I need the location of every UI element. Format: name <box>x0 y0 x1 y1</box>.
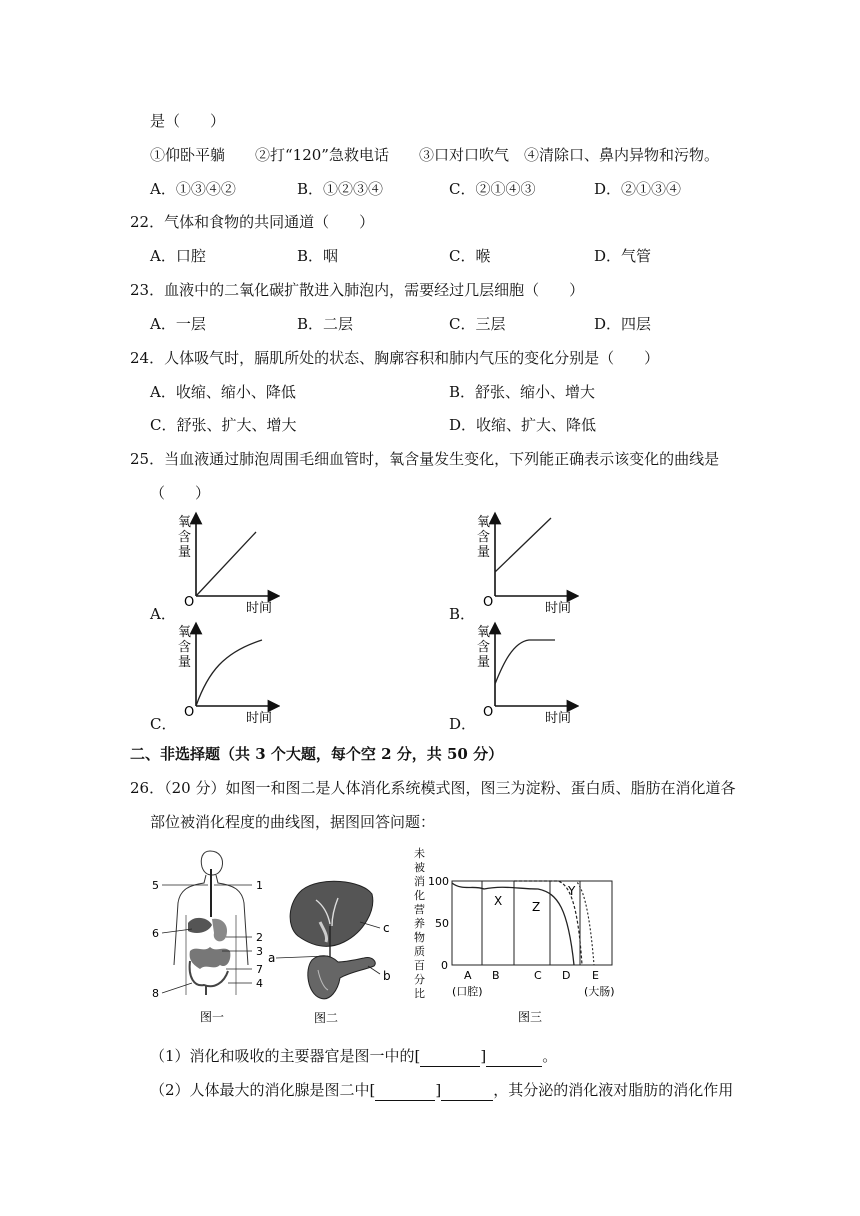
graph-a <box>170 510 280 624</box>
q23-option-d: D．四层 <box>594 315 652 333</box>
svg-text:O: O <box>184 705 195 720</box>
svg-text:E: E <box>592 969 599 982</box>
q24-option-a: A．收缩、缩小、降低 <box>150 383 296 401</box>
q25-paren: （ ） <box>150 484 211 502</box>
svg-text:100: 100 <box>428 875 449 888</box>
svg-text:C: C <box>534 969 542 982</box>
svg-text:c: c <box>383 921 390 935</box>
q21-tail: 是（ ） <box>150 112 226 130</box>
svg-text:图二: 图二 <box>314 1011 339 1025</box>
svg-text:a: a <box>268 951 276 965</box>
svg-text:氧: 氧 <box>477 625 491 640</box>
q24-stem: 24．人体吸气时，膈肌所处的状态、胸廓容积和肺内气压的变化分别是（ ） <box>130 349 660 367</box>
svg-text:被: 被 <box>414 861 425 874</box>
q22-option-b: B．咽 <box>297 247 339 265</box>
q23-option-b: B．二层 <box>297 315 354 333</box>
svg-text:量: 量 <box>178 545 192 560</box>
q24-option-d: D．收缩、扩大、降低 <box>449 416 597 434</box>
svg-text:7: 7 <box>256 963 263 976</box>
q23-option-c: C．三层 <box>449 315 506 333</box>
figure-2-liver-pancreas <box>268 870 393 1034</box>
svg-text:4: 4 <box>256 977 263 990</box>
q25-stem: 25．当血液通过肺泡周围毛细血管时，氧含量发生变化，下列能正确表示该变化的曲线是 <box>130 450 720 468</box>
svg-text:百: 百 <box>414 959 425 972</box>
svg-text:时间: 时间 <box>545 711 572 726</box>
svg-text:质: 质 <box>414 945 425 958</box>
blank-1-name[interactable] <box>486 1046 542 1067</box>
svg-text:氧: 氧 <box>477 515 491 530</box>
q26-sub-1: （1）消化和吸收的主要器官是图一中的[ ] 。 <box>150 1047 558 1065</box>
svg-text:化: 化 <box>414 889 425 902</box>
svg-text:0: 0 <box>441 959 448 972</box>
graph-letter-b: B． <box>449 605 476 623</box>
svg-text:6: 6 <box>152 927 159 940</box>
graph-letter-a: A． <box>150 605 176 623</box>
q21-option-a: A．①③④② <box>150 180 236 198</box>
curve-a <box>196 532 256 596</box>
graph-c <box>170 620 280 734</box>
graph-d <box>469 620 579 734</box>
svg-text:消: 消 <box>414 875 425 888</box>
svg-text:Z: Z <box>532 900 541 914</box>
svg-text:B: B <box>492 969 500 982</box>
svg-text:图三: 图三 <box>518 1010 543 1024</box>
q26-stem-1: 26．（20 分）如图一和图二是人体消化系统模式图，图三为淀粉、蛋白质、脂肪在消化道各 <box>130 779 736 797</box>
blank-2-name[interactable] <box>441 1080 493 1101</box>
figure-3-digestion-chart <box>408 845 638 1034</box>
svg-text:氧: 氧 <box>178 515 192 530</box>
curve-y <box>514 881 594 965</box>
svg-text:含: 含 <box>477 640 491 655</box>
q22-stem: 22．气体和食物的共同通道（ ） <box>130 213 375 231</box>
q23-option-a: A．一层 <box>150 315 206 333</box>
svg-text:(口腔): (口腔) <box>452 985 483 998</box>
svg-text:时间: 时间 <box>246 601 273 616</box>
svg-text:比: 比 <box>414 987 425 1000</box>
svg-text:物: 物 <box>414 931 425 944</box>
svg-text:分: 分 <box>414 973 425 986</box>
q21-option-c: C．②①④③ <box>449 180 536 198</box>
q26-sub-2: （2）人体最大的消化腺是图二中[ ] ，其分泌的消化液对脂肪的消化作用 <box>150 1081 734 1099</box>
svg-text:未: 未 <box>414 847 425 860</box>
q21-option-d: D．②①③④ <box>594 180 682 198</box>
svg-text:1: 1 <box>256 879 263 892</box>
svg-text:O: O <box>483 595 494 610</box>
svg-text:O: O <box>483 705 494 720</box>
svg-text:养: 养 <box>414 917 425 930</box>
svg-text:图一: 图一 <box>200 1010 225 1024</box>
curve-b <box>495 518 551 572</box>
svg-text:氧: 氧 <box>178 625 192 640</box>
svg-text:时间: 时间 <box>246 711 273 726</box>
svg-text:3: 3 <box>256 945 263 958</box>
svg-text:Y: Y <box>568 884 576 898</box>
svg-text:量: 量 <box>477 655 491 670</box>
svg-text:含: 含 <box>178 640 192 655</box>
svg-text:含: 含 <box>178 530 192 545</box>
blank-2-letter[interactable] <box>375 1080 435 1101</box>
svg-text:营: 营 <box>414 903 425 916</box>
svg-text:X: X <box>494 894 503 908</box>
q24-option-c: C．舒张、扩大、增大 <box>150 416 297 434</box>
svg-text:2: 2 <box>256 931 263 944</box>
curve-x <box>452 883 574 965</box>
svg-text:8: 8 <box>152 987 159 1000</box>
q21-option-b: B．①②③④ <box>297 180 384 198</box>
svg-text:b: b <box>383 969 391 983</box>
svg-text:量: 量 <box>178 655 192 670</box>
graph-letter-d: D． <box>449 715 477 733</box>
figure-1-digestive-system <box>150 845 275 1034</box>
q22-option-d: D．气管 <box>594 247 652 265</box>
curve-d <box>495 640 555 684</box>
svg-text:D: D <box>562 969 571 982</box>
svg-text:(大肠): (大肠) <box>584 985 615 998</box>
blank-1-number[interactable] <box>420 1046 480 1067</box>
svg-text:时间: 时间 <box>545 601 572 616</box>
q24-option-b: B．舒张、缩小、增大 <box>449 383 596 401</box>
svg-text:含: 含 <box>477 530 491 545</box>
section-2-heading: 二、非选择题（共 3 个大题，每个空 2 分，共 50 分） <box>130 745 504 763</box>
curve-c <box>196 640 262 706</box>
q22-option-a: A．口腔 <box>150 247 206 265</box>
q21-steps: ①仰卧平躺 ②打“120”急救电话 ③口对口吹气 ④清除口、鼻内异物和污物。 <box>150 146 719 164</box>
svg-text:量: 量 <box>477 545 491 560</box>
svg-text:50: 50 <box>435 917 449 930</box>
q26-stem-2: 部位被消化程度的曲线图，据图回答问题： <box>150 813 436 831</box>
graph-letter-c: C． <box>150 715 177 733</box>
svg-text:A: A <box>464 969 472 982</box>
q22-option-c: C．喉 <box>449 247 491 265</box>
graph-b <box>469 510 579 624</box>
svg-text:O: O <box>184 595 195 610</box>
svg-text:5: 5 <box>152 879 159 892</box>
q23-stem: 23．血液中的二氧化碳扩散进入肺泡内，需要经过几层细胞（ ） <box>130 281 585 299</box>
